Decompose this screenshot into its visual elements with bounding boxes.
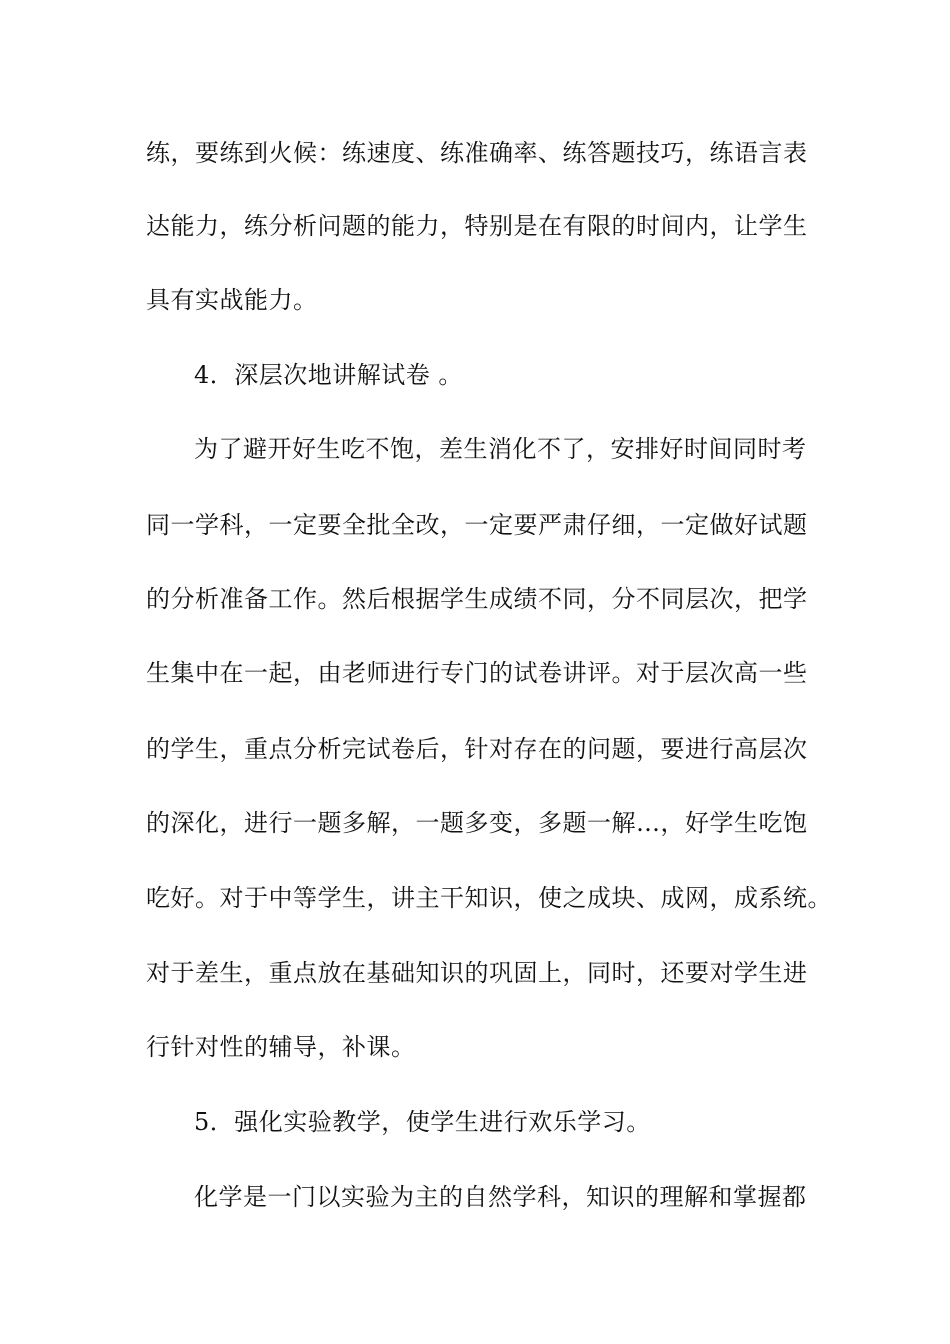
body-text-line: 具有实战能力。 xyxy=(146,286,318,314)
body-text-line: 吃好。对于中等学生，讲主干知识，使之成块、成网，成系统。 xyxy=(146,884,832,912)
section-heading-4: 4．深层次地讲解试卷 。 xyxy=(194,361,463,389)
body-text-line: 行针对性的辅导，补课。 xyxy=(146,1033,416,1061)
body-text-line: 生集中在一起，由老师进行专门的试卷讲评。对于层次高一些 xyxy=(146,659,808,687)
body-text-line: 的深化，进行一题多解，一题多变，多题一解…，好学生吃饱 xyxy=(146,809,808,837)
body-text-line: 达能力，练分析问题的能力，特别是在有限的时间内，让学生 xyxy=(146,212,808,240)
body-text-line: 的学生，重点分析完试卷后，针对存在的问题，要进行高层次 xyxy=(146,735,808,763)
body-text-line: 对于差生，重点放在基础知识的巩固上，同时，还要对学生进 xyxy=(146,959,808,987)
body-text-line: 同一学科，一定要全批全改，一定要严肃仔细，一定做好试题 xyxy=(146,511,808,539)
body-text-line: 的分析准备工作。然后根据学生成绩不同，分不同层次，把学 xyxy=(146,585,808,613)
body-text-line: 化学是一门以实验为主的自然学科，知识的理解和掌握都 xyxy=(194,1183,807,1211)
body-text-line: 练，要练到火候：练速度、练准确率、练答题技巧，练语言表 xyxy=(146,139,808,167)
body-text-line: 为了避开好生吃不饱，差生消化不了，安排好时间同时考 xyxy=(194,435,807,463)
section-heading-5: 5．强化实验教学，使学生进行欢乐学习。 xyxy=(194,1108,651,1136)
